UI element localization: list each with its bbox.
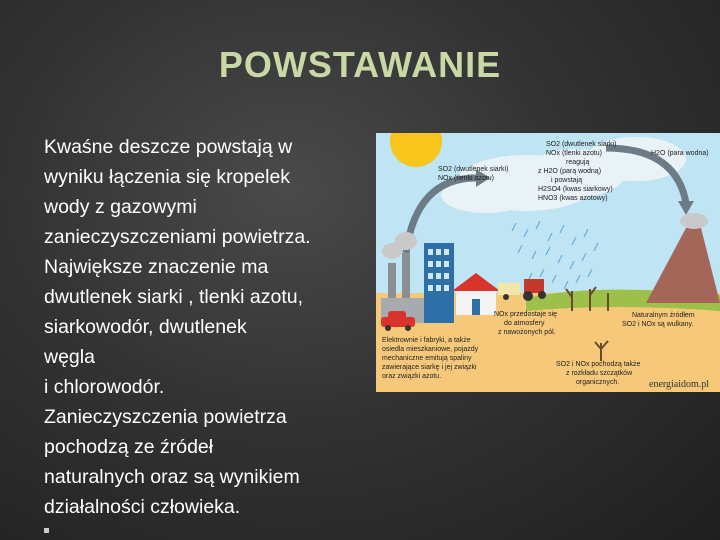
image-credit: energiaidom.pl — [649, 379, 710, 390]
svg-text:H2SO4 (kwas siarkowy): H2SO4 (kwas siarkowy) — [538, 186, 613, 193]
acid-rain-diagram — [376, 133, 720, 392]
svg-text:SO2 (dwutlenek siarki): SO2 (dwutlenek siarki) — [546, 141, 617, 148]
svg-text:SO2 i NOx pochodzą także: SO2 i NOx pochodzą także — [556, 361, 641, 368]
svg-text:NOx przedostaje się: NOx przedostaje się — [494, 311, 558, 318]
text-line: Zanieczyszczenia powietrza — [44, 406, 287, 428]
svg-text:NOx (tlenki azotu): NOx (tlenki azotu) — [438, 175, 495, 182]
slide-body-text — [44, 132, 364, 522]
text-line: wyniku łączenia się kropelek — [44, 166, 291, 188]
svg-text:SO2 (dwutlenek siarki): SO2 (dwutlenek siarki) — [438, 166, 509, 173]
text-line: siarkowodór, dwutlenek — [44, 316, 247, 338]
text-line: pochodzą ze źródeł — [44, 436, 214, 458]
svg-text:reagują: reagują — [566, 159, 590, 166]
text-line: zanieczyszczeniami powietrza. — [44, 226, 311, 248]
svg-text:HNO3 (kwas azotowy): HNO3 (kwas azotowy) — [538, 195, 608, 202]
text-line: naturalnych oraz są wynikiem — [44, 466, 300, 488]
svg-text:zawierające siarkę i jej związ: zawierające siarkę i jej związki — [382, 364, 477, 371]
text-line: dwutlenek siarki , tlenki azotu, — [44, 286, 304, 308]
svg-text:Naturalnym źródłem: Naturalnym źródłem — [632, 312, 695, 319]
text-line: wody z gazowymi — [44, 196, 197, 218]
svg-text:oraz związki azotu.: oraz związki azotu. — [382, 373, 442, 380]
text-line: Największe znaczenie ma — [44, 256, 269, 278]
svg-text:do atmosfery: do atmosfery — [504, 320, 545, 327]
text-line: i chlorowodór. — [44, 376, 165, 398]
text-line: Kwaśne deszcze powstają w — [44, 136, 293, 158]
slide-title: POWSTAWANIE — [218, 44, 502, 85]
svg-text:SO2 i NOx są wulkany.: SO2 i NOx są wulkany. — [622, 321, 694, 328]
diagram-svg — [376, 133, 720, 392]
svg-text:mechaniczne emitują spaliny: mechaniczne emitują spaliny — [382, 355, 472, 362]
svg-text:Elektrownie i fabryki, a także: Elektrownie i fabryki, a także — [382, 337, 471, 344]
label-h2o: H2O (para wodna) — [651, 150, 709, 157]
svg-text:i powstają: i powstają — [551, 177, 583, 184]
svg-text:organicznych.: organicznych. — [576, 379, 620, 386]
svg-text:z rozkładu szczątków: z rozkładu szczątków — [566, 370, 633, 377]
text-line: węgla — [44, 346, 95, 368]
bullet-marker — [44, 528, 49, 533]
svg-text:z H2O (parą wodną): z H2O (parą wodną) — [538, 168, 602, 175]
svg-text:z nawożonych pól.: z nawożonych pól. — [498, 329, 556, 336]
svg-text:NOx (tlenki azotu): NOx (tlenki azotu) — [546, 150, 603, 157]
text-line: działalności człowieka. — [44, 496, 241, 518]
svg-text:osiedla mieszkaniowe, pojazdy: osiedla mieszkaniowe, pojazdy — [382, 346, 479, 353]
